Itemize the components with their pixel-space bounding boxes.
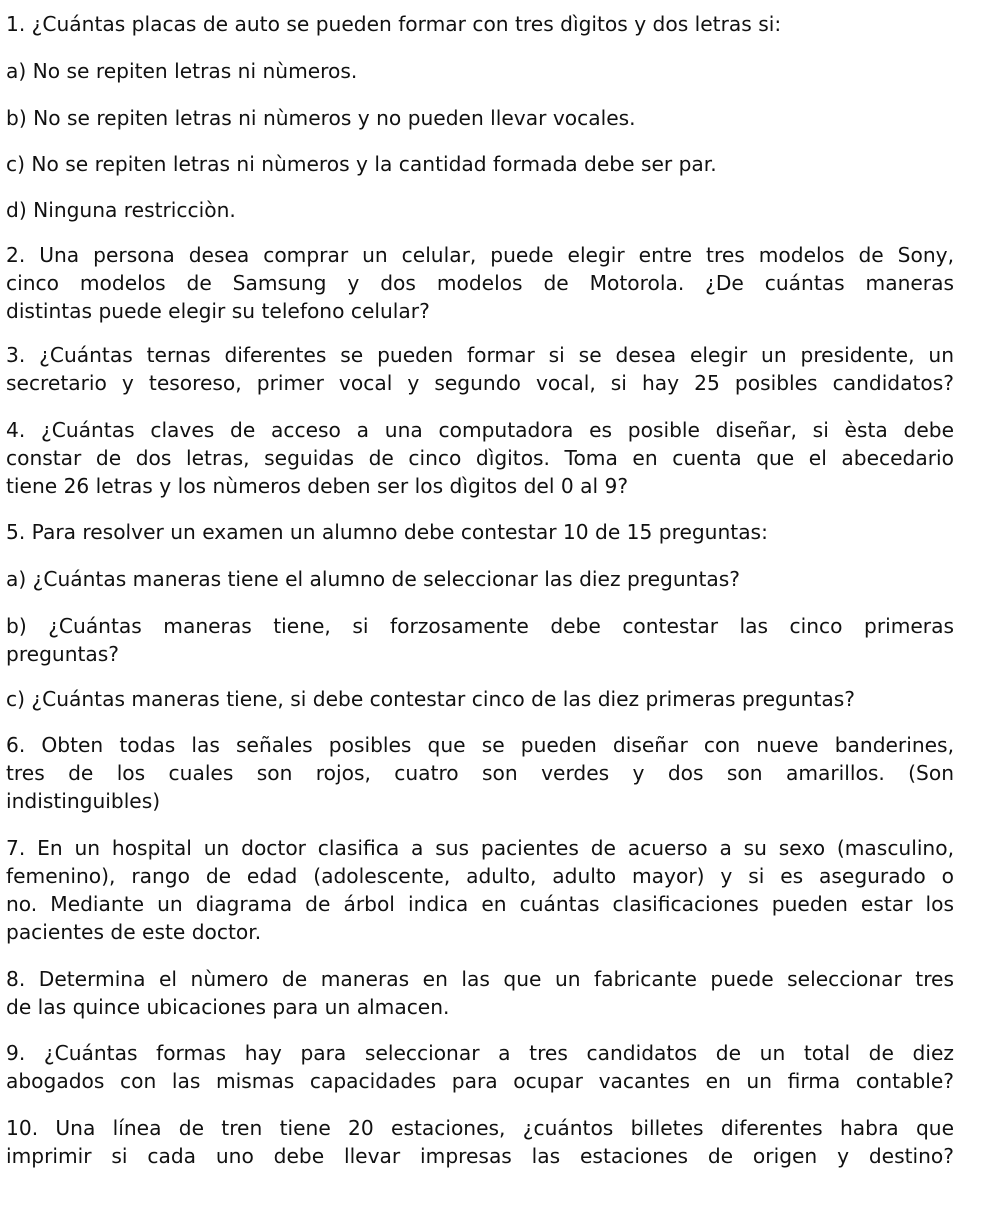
q5-option-b-line-1: b) ¿Cuántas maneras tiene, si forzosamente debe contestar las cinco primeras [6,614,954,638]
q6-line-1: 6. Obten todas las señales posibles que se pueden diseñar con nueve banderines, [6,733,954,757]
q3-line-1: 3. ¿Cuántas ternas diferentes se pueden formar si se desea elegir un presidente, un [6,343,954,367]
q2-line-2: cinco modelos de Samsung y dos modelos de Motorola. ¿De cuántas maneras [6,271,954,295]
q6-line-2: tres de los cuales son rojos, cuatro son verdes y dos son amarillos. (Son [6,761,954,785]
q7-line-3: no. Mediante un diagrama de árbol indica en cuántas clasificaciones pueden estar los [6,892,954,916]
q1-option-a: a) No se repiten letras ni nùmeros. [6,59,358,83]
q6-line-3: indistinguibles) [6,789,161,813]
q1-stem: 1. ¿Cuántas placas de auto se pueden formar con tres dìgitos y dos letras si: [6,12,782,36]
q7-line-2: femenino), rango de edad (adolescente, adulto, adulto mayor) y si es asegurado o [6,864,954,888]
q10-line-1: 10. Una línea de tren tiene 20 estaciones, ¿cuántos billetes diferentes habra que [6,1116,954,1140]
q5-option-c: c) ¿Cuántas maneras tiene, si debe contestar cinco de las diez primeras preguntas? [6,687,855,711]
q9-line-2: abogados con las mismas capacidades para ocupar vacantes en un firma contable? [6,1069,954,1093]
q1-option-d: d) Ninguna restricciòn. [6,198,236,222]
q1-option-c: c) No se repiten letras ni nùmeros y la cantidad formada debe ser par. [6,152,717,176]
q1-option-b: b) No se repiten letras ni nùmeros y no pueden llevar vocales. [6,106,636,130]
q5-option-a: a) ¿Cuántas maneras tiene el alumno de seleccionar las diez preguntas? [6,567,740,591]
q7-line-1: 7. En un hospital un doctor clasifica a sus pacientes de acuerso a su sexo (masculino, [6,836,954,860]
q8-line-2: de las quince ubicaciones para un almacen. [6,995,450,1019]
q3-line-2: secretario y tesoreso, primer vocal y segundo vocal, si hay 25 posibles candidatos? [6,371,954,395]
q2-line-3: distintas puede elegir su telefono celular? [6,299,430,323]
q5-stem: 5. Para resolver un examen un alumno debe contestar 10 de 15 preguntas: [6,520,768,544]
q5-option-b-line-2: preguntas? [6,642,120,666]
q4-line-3: tiene 26 letras y los nùmeros deben ser los dìgitos del 0 al 9? [6,474,629,498]
q4-line-2: constar de dos letras, seguidas de cinco dìgitos. Toma en cuenta que el abecedario [6,446,954,470]
q7-line-4: pacientes de este doctor. [6,920,262,944]
q4-line-1: 4. ¿Cuántas claves de acceso a una computadora es posible diseñar, si èsta debe [6,418,954,442]
q9-line-1: 9. ¿Cuántas formas hay para seleccionar a tres candidatos de un total de diez [6,1041,954,1065]
q2-line-1: 2. Una persona desea comprar un celular, puede elegir entre tres modelos de Sony, [6,243,954,267]
q10-line-2: imprimir si cada uno debe llevar impresas las estaciones de origen y destino? [6,1144,954,1168]
q8-line-1: 8. Determina el nùmero de maneras en las que un fabricante puede seleccionar tres [6,967,954,991]
